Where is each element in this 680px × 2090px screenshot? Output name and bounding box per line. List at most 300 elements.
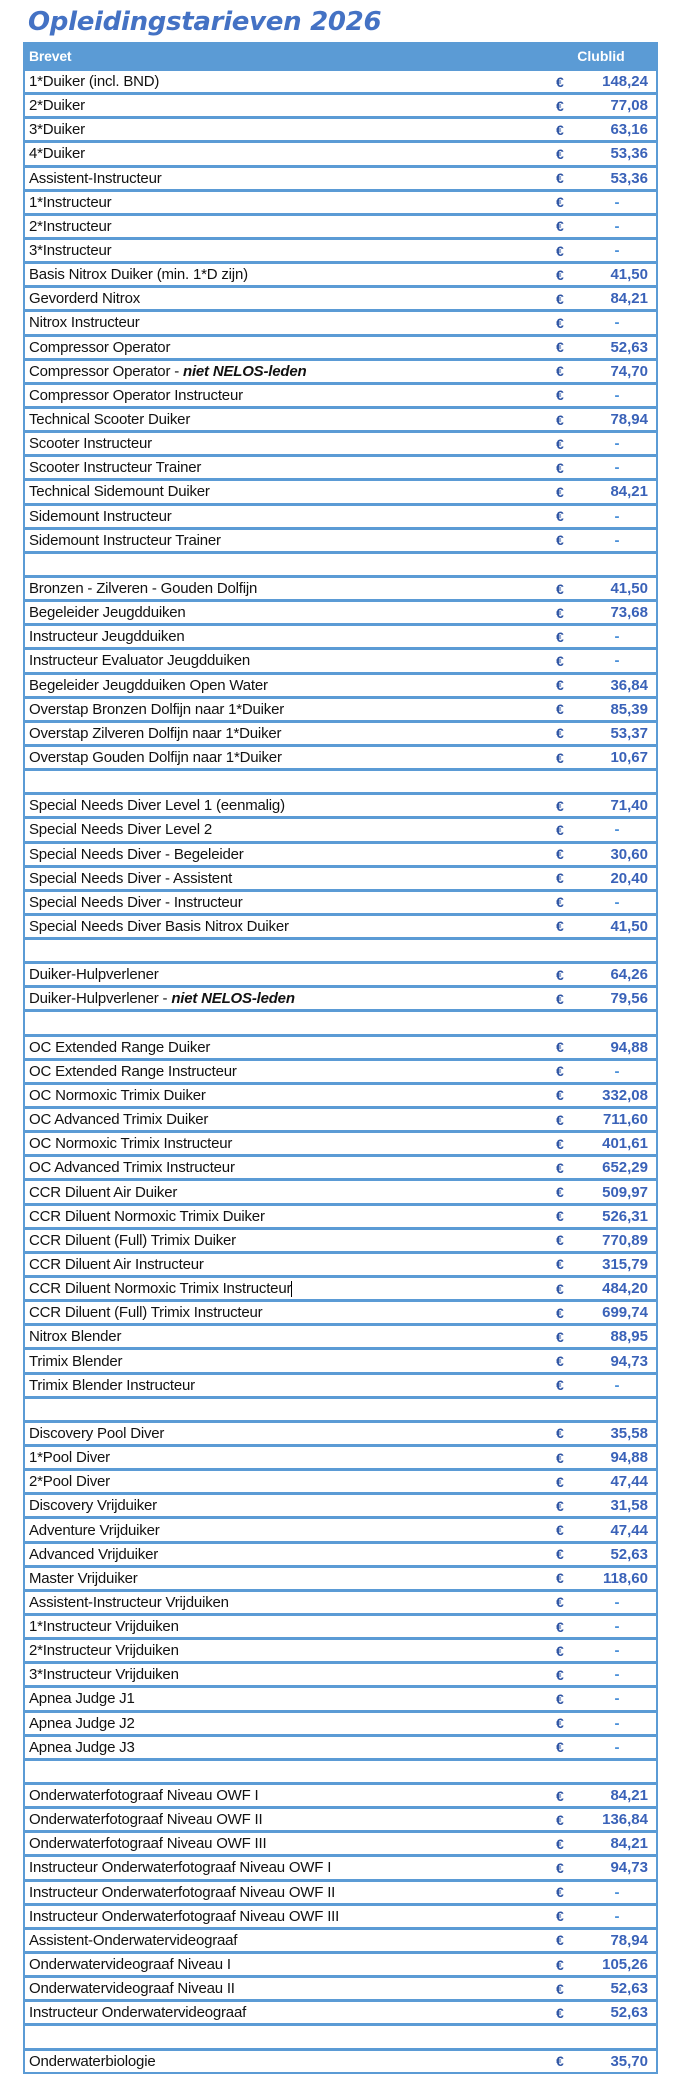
brevet-name-text: Sidemount Instructeur Trainer: [29, 531, 221, 549]
euro-sign: €: [556, 194, 564, 211]
brevet-name-text: Instructeur Onderwaterfotograaf Niveau OWF I: [29, 1859, 332, 1877]
euro-sign: €: [556, 387, 564, 404]
euro-sign: €: [556, 1377, 564, 1394]
brevet-name-text: 1*Instructeur: [29, 193, 112, 211]
brevet-name-text: 2*Duiker: [29, 97, 85, 115]
brevet-name-text: Discovery Vrijduiker: [29, 1497, 157, 1515]
brevet-name: [25, 821, 556, 838]
brevet-name-text: CCR Diluent Air Duiker: [29, 1183, 178, 1201]
brevet-name: [25, 290, 556, 307]
brevet-name: [25, 1666, 556, 1683]
brevet-name: [25, 435, 556, 452]
brevet-name-text: Overstap Gouden Dolfijn naar 1*Duiker: [29, 749, 282, 766]
euro-sign: €: [556, 797, 564, 814]
table-row[interactable]: [25, 1568, 656, 1589]
brevet-name: [25, 1063, 556, 1080]
brevet-name: [25, 73, 556, 90]
table-row[interactable]: [25, 795, 656, 816]
brevet-name: [25, 483, 556, 500]
table-row[interactable]: [25, 506, 656, 527]
table-row[interactable]: [25, 1326, 656, 1347]
clublid-price: -: [614, 435, 620, 453]
brevet-name: [25, 1956, 556, 1973]
euro-sign: €: [556, 580, 564, 597]
clublid-price: 94,88: [610, 1449, 648, 1467]
euro-sign: €: [556, 1111, 564, 1128]
table-row[interactable]: [25, 1181, 656, 1202]
table-row[interactable]: [25, 819, 656, 840]
brevet-name: [25, 701, 556, 718]
table-row[interactable]: [25, 1713, 656, 1734]
brevet-name: [25, 339, 556, 356]
euro-sign: €: [556, 1739, 564, 1756]
brevet-name: [25, 145, 556, 162]
table-row[interactable]: [25, 868, 656, 889]
clublid-price: 63,16: [610, 121, 648, 139]
brevet-name: [25, 2053, 556, 2070]
brevet-name-text: Duiker-Hulpverlener: [29, 966, 159, 984]
euro-sign: €: [556, 628, 564, 645]
clublid-price: 84,21: [610, 290, 648, 308]
clublid-price: 94,73: [610, 1352, 648, 1370]
euro-sign: €: [556, 1159, 564, 1176]
clublid-price: 20,40: [610, 869, 648, 887]
brevet-name: [25, 1739, 556, 1756]
brevet-name: [25, 677, 556, 694]
clublid-price: 118,60: [602, 1569, 648, 1587]
table-row[interactable]: [25, 1519, 656, 1540]
table-row[interactable]: [25, 361, 656, 382]
table-row[interactable]: [25, 1954, 656, 1975]
table-row[interactable]: [25, 1857, 656, 1878]
brevet-name-text: Special Needs Diver - Assistent: [29, 869, 233, 887]
clublid-price: -: [614, 242, 620, 260]
brevet-name-text: OC Advanced Trimix Duiker: [29, 1111, 209, 1129]
column-header-brevet: Brevet: [29, 48, 72, 64]
brevet-name: [25, 1522, 556, 1539]
euro-sign: €: [556, 1546, 564, 1563]
brevet-name-text: CCR Diluent (Full) Trimix Duiker: [29, 1231, 236, 1249]
table-header: [25, 44, 656, 68]
brevet-name: [25, 1811, 556, 1828]
table-row[interactable]: [25, 1978, 656, 1999]
table-row[interactable]: [25, 844, 656, 865]
brevet-name-text: CCR Diluent Normoxic Trimix Duiker: [29, 1207, 265, 1225]
table-row[interactable]: [25, 168, 656, 189]
table-row[interactable]: [25, 1133, 656, 1154]
euro-sign: €: [556, 339, 564, 356]
table-row[interactable]: [25, 312, 656, 333]
euro-sign: €: [556, 290, 564, 307]
page-title: Opleidingstarieven 2026: [28, 7, 382, 37]
brevet-name: [25, 918, 556, 935]
table-row[interactable]: [25, 2051, 656, 2072]
brevet-name-text: Special Needs Diver - Begeleider: [29, 845, 244, 863]
euro-sign: €: [556, 1715, 564, 1732]
brevet-name: [25, 242, 556, 259]
clublid-price: -: [614, 531, 620, 549]
brevet-name: [25, 218, 556, 235]
clublid-price: 36,84: [610, 676, 648, 694]
brevet-name: [25, 1642, 556, 1659]
table-row[interactable]: [25, 650, 656, 671]
brevet-name: [25, 1835, 556, 1852]
brevet-name-text: Assistent-Instructeur Vrijduiken: [29, 1593, 229, 1611]
euro-sign: €: [556, 604, 564, 621]
table-row[interactable]: [25, 192, 656, 213]
table-row-spacer: [25, 1012, 656, 1033]
clublid-price: 652,29: [602, 1159, 648, 1177]
brevet-name-text: Adventure Vrijduiker: [29, 1521, 160, 1539]
table-row-spacer: [25, 940, 656, 961]
brevet-name: [25, 1208, 556, 1225]
table-row[interactable]: [25, 626, 656, 647]
table-row[interactable]: [25, 1930, 656, 1951]
euro-sign: €: [556, 1304, 564, 1321]
table-row[interactable]: [25, 240, 656, 261]
brevet-name: [25, 1304, 556, 1321]
euro-sign: €: [556, 749, 564, 766]
euro-sign: €: [556, 1353, 564, 1370]
table-row[interactable]: [25, 1302, 656, 1323]
brevet-name-text: Advanced Vrijduiker: [29, 1545, 159, 1563]
table-row[interactable]: [25, 1592, 656, 1613]
brevet-name-text: Assistent-Instructeur: [29, 169, 162, 187]
brevet-name-text: 3*Instructeur Vrijduiken: [29, 1666, 179, 1684]
table-row[interactable]: [25, 433, 656, 454]
table-row[interactable]: [25, 723, 656, 744]
clublid-price: 711,60: [602, 1111, 648, 1129]
clublid-price: 52,63: [610, 338, 648, 356]
table-row[interactable]: [25, 1447, 656, 1468]
clublid-price: 52,63: [610, 1980, 648, 1998]
brevet-name-text: Discovery Pool Diver: [29, 1424, 165, 1442]
euro-sign: €: [556, 1666, 564, 1683]
euro-sign: €: [556, 1690, 564, 1707]
brevet-name-text: CCR Diluent Air Instructeur: [29, 1255, 204, 1273]
table-row[interactable]: [25, 1882, 656, 1903]
brevet-name-text: Instructeur Onderwaterfotograaf Niveau OWF III: [29, 1907, 340, 1925]
clublid-price: 47,44: [610, 1473, 648, 1491]
brevet-name-text: Overstap Bronzen Dolfijn naar 1*Duiker: [29, 700, 285, 718]
clublid-price: -: [614, 821, 620, 839]
brevet-name: [25, 628, 556, 645]
euro-sign: €: [556, 121, 564, 138]
euro-sign: €: [556, 1063, 564, 1080]
brevet-name-text: Begeleider Jeugdduiken: [29, 604, 186, 622]
clublid-price: 77,08: [610, 97, 648, 115]
brevet-name-text: Compressor Operator -: [29, 362, 183, 380]
brevet-name-text: Trimix Blender Instructeur: [29, 1376, 195, 1394]
clublid-price: -: [614, 217, 620, 235]
clublid-price: -: [614, 1714, 620, 1732]
brevet-name-text: Assistent-Onderwatervideograaf: [29, 1931, 238, 1949]
brevet-name: [25, 1473, 556, 1490]
clublid-price: -: [614, 1738, 620, 1756]
euro-sign: €: [556, 1594, 564, 1611]
euro-sign: €: [556, 1497, 564, 1514]
clublid-price: 64,26: [610, 966, 648, 984]
table-row[interactable]: [25, 1495, 656, 1516]
table-row[interactable]: [25, 699, 656, 720]
clublid-price: 105,26: [602, 1956, 648, 1974]
euro-sign: €: [556, 1884, 564, 1901]
clublid-price: 73,68: [610, 604, 648, 622]
brevet-name-text: 3*Duiker: [29, 121, 85, 139]
table-row[interactable]: [25, 1544, 656, 1565]
clublid-price: 484,20: [602, 1280, 648, 1298]
clublid-price: 78,94: [610, 1931, 648, 1949]
table-row[interactable]: [25, 1157, 656, 1178]
brevet-name-text: OC Normoxic Trimix Duiker: [29, 1086, 206, 1104]
brevet-name-text: Onderwaterfotograaf Niveau OWF III: [29, 1835, 267, 1853]
euro-sign: €: [556, 1618, 564, 1635]
table-row[interactable]: [25, 1471, 656, 1492]
clublid-price: -: [614, 1062, 620, 1080]
brevet-name-text: Nitrox Blender: [29, 1328, 122, 1346]
euro-sign: €: [556, 1135, 564, 1152]
brevet-name: [25, 846, 556, 863]
column-header-clublid: Clublid: [577, 48, 625, 64]
brevet-name-text: Apnea Judge J2: [29, 1714, 135, 1732]
brevet-name: [25, 194, 556, 211]
brevet-name: [25, 508, 556, 525]
table-row[interactable]: [25, 1809, 656, 1830]
table-row[interactable]: [25, 481, 656, 502]
euro-sign: €: [556, 1425, 564, 1442]
clublid-price: -: [614, 507, 620, 525]
clublid-price: -: [614, 1666, 620, 1684]
euro-sign: €: [556, 1811, 564, 1828]
table-row[interactable]: [25, 1254, 656, 1275]
clublid-price: 85,39: [610, 700, 648, 718]
brevet-name-text: Special Needs Diver Level 1 (eenmalig): [29, 797, 285, 815]
brevet-name-text: Bronzen - Zilveren - Gouden Dolfijn: [29, 580, 258, 598]
clublid-price: 79,56: [610, 990, 648, 1008]
brevet-name-emphasis: niet NELOS-leden: [182, 362, 307, 380]
clublid-price: 41,50: [610, 266, 648, 284]
euro-sign: €: [556, 1835, 564, 1852]
table-row[interactable]: [25, 1085, 656, 1106]
euro-sign: €: [556, 821, 564, 838]
table-row[interactable]: [25, 119, 656, 140]
brevet-name: [25, 170, 556, 187]
text-cursor: [291, 1281, 292, 1297]
clublid-price: 52,63: [610, 1545, 648, 1563]
brevet-name-text: OC Extended Range Instructeur: [29, 1062, 237, 1080]
brevet-name: [25, 1087, 556, 1104]
brevet-name: [25, 387, 556, 404]
euro-sign: €: [556, 1184, 564, 1201]
brevet-name-text: Master Vrijduiker: [29, 1569, 138, 1587]
euro-sign: €: [556, 1642, 564, 1659]
euro-sign: €: [556, 1280, 564, 1297]
euro-sign: €: [556, 652, 564, 669]
euro-sign: €: [556, 242, 564, 259]
brevet-name: [25, 1328, 556, 1345]
brevet-name: [25, 966, 556, 983]
table-row-spacer: [25, 1761, 656, 1782]
brevet-name: [25, 1594, 556, 1611]
table-row[interactable]: [25, 675, 656, 696]
brevet-name-text: CCR Diluent (Full) Trimix Instructeur: [29, 1304, 263, 1322]
table-row[interactable]: [25, 71, 656, 92]
table-row[interactable]: [25, 95, 656, 116]
brevet-name-text: 1*Duiker (incl. BND): [29, 73, 160, 91]
clublid-price: -: [614, 314, 620, 332]
brevet-name: [25, 1135, 556, 1152]
brevet-name-text: Apnea Judge J1: [29, 1690, 135, 1708]
brevet-name-text: Sidemount Instructeur: [29, 507, 172, 525]
table-row[interactable]: [25, 1833, 656, 1854]
clublid-price: -: [614, 1690, 620, 1708]
clublid-price: 84,21: [610, 483, 648, 501]
brevet-name: [25, 1690, 556, 1707]
clublid-price: 10,67: [610, 749, 648, 766]
brevet-name: [25, 1353, 556, 1370]
table-row[interactable]: [25, 747, 656, 768]
euro-sign: €: [556, 725, 564, 742]
table-row[interactable]: [25, 1785, 656, 1806]
clublid-price: -: [614, 893, 620, 911]
clublid-price: 315,79: [602, 1255, 648, 1273]
brevet-name-text: Special Needs Diver - Instructeur: [29, 893, 243, 911]
clublid-price: -: [614, 628, 620, 646]
brevet-name-text: Instructeur Evaluator Jeugdduiken: [29, 652, 251, 670]
brevet-name: [25, 532, 556, 549]
brevet-name-text: Instructeur Onderwatervideograaf: [29, 2004, 247, 2022]
brevet-name-text: Trimix Blender: [29, 1352, 123, 1370]
clublid-price: 41,50: [610, 580, 648, 598]
brevet-name: [25, 870, 556, 887]
brevet-name: [25, 459, 556, 476]
table-row[interactable]: [25, 892, 656, 913]
clublid-price: -: [614, 652, 620, 670]
table-row[interactable]: [25, 530, 656, 551]
table-row[interactable]: [25, 1375, 656, 1396]
brevet-name: [25, 1425, 556, 1442]
table-row[interactable]: [25, 457, 656, 478]
clublid-price: 35,70: [610, 2052, 648, 2070]
euro-sign: €: [556, 1473, 564, 1490]
brevet-name-text: 2*Instructeur: [29, 217, 112, 235]
brevet-name: [25, 1859, 556, 1876]
clublid-price: 47,44: [610, 1521, 648, 1539]
brevet-name-text: Apnea Judge J3: [29, 1738, 135, 1756]
brevet-name: [25, 1111, 556, 1128]
table-row[interactable]: [25, 1230, 656, 1251]
table-row[interactable]: [25, 1206, 656, 1227]
table-row[interactable]: [25, 602, 656, 623]
table-row[interactable]: [25, 1664, 656, 1685]
brevet-name: [25, 749, 556, 766]
euro-sign: €: [556, 1570, 564, 1587]
brevet-name-text: Special Needs Diver Level 2: [29, 821, 213, 839]
brevet-name: [25, 1159, 556, 1176]
brevet-name: [25, 1546, 556, 1563]
euro-sign: €: [556, 145, 564, 162]
euro-sign: €: [556, 1208, 564, 1225]
brevet-name-text: 2*Instructeur Vrijduiken: [29, 1642, 179, 1660]
clublid-price: 41,50: [610, 917, 648, 935]
table-row[interactable]: [25, 1278, 656, 1299]
table-row[interactable]: [25, 988, 656, 1009]
brevet-name-text: 1*Instructeur Vrijduiken: [29, 1618, 179, 1636]
table-row[interactable]: [25, 1350, 656, 1371]
euro-sign: €: [556, 1522, 564, 1538]
table-row[interactable]: [25, 1109, 656, 1130]
table-row[interactable]: [25, 288, 656, 309]
table-row[interactable]: [25, 264, 656, 285]
brevet-name: [25, 1449, 556, 1466]
table-row[interactable]: [25, 1737, 656, 1758]
table-row[interactable]: [25, 337, 656, 358]
euro-sign: €: [556, 1932, 564, 1949]
brevet-name-text: Onderwatervideograaf Niveau I: [29, 1956, 231, 1974]
table-row[interactable]: [25, 1640, 656, 1661]
brevet-name: [25, 580, 556, 597]
brevet-name-text: Gevorderd Nitrox: [29, 290, 141, 308]
table-row-spacer: [25, 1399, 656, 1420]
euro-sign: €: [556, 170, 564, 187]
table-row[interactable]: [25, 1906, 656, 1927]
table-row[interactable]: [25, 1037, 656, 1058]
euro-sign: €: [556, 218, 564, 235]
brevet-name-text: Scooter Instructeur Trainer: [29, 459, 202, 477]
brevet-name-text: 4*Duiker: [29, 145, 85, 163]
euro-sign: €: [556, 846, 564, 863]
table-row[interactable]: [25, 385, 656, 406]
clublid-price: -: [614, 1642, 620, 1660]
brevet-name-text: Special Needs Diver Basis Nitrox Duiker: [29, 917, 289, 935]
table-row[interactable]: [25, 1688, 656, 1709]
table-row[interactable]: [25, 216, 656, 237]
euro-sign: €: [556, 1449, 564, 1466]
brevet-name-text: Instructeur Jeugdduiken: [29, 628, 185, 646]
table-row-spacer: [25, 554, 656, 575]
brevet-name-text: Basis Nitrox Duiker (min. 1*D zijn): [29, 266, 248, 284]
brevet-name: [25, 1618, 556, 1635]
brevet-name-text: Compressor Operator: [29, 338, 171, 356]
brevet-name-text: 2*Pool Diver: [29, 1473, 110, 1491]
table-row[interactable]: [25, 1423, 656, 1444]
table-row[interactable]: [25, 1061, 656, 1082]
table-row[interactable]: [25, 2002, 656, 2023]
clublid-price: 35,58: [610, 1424, 648, 1442]
brevet-name-text: Compressor Operator Instructeur: [29, 386, 243, 404]
clublid-price: 78,94: [610, 411, 648, 429]
euro-sign: €: [556, 2053, 564, 2070]
euro-sign: €: [556, 1956, 564, 1973]
table-row[interactable]: [25, 143, 656, 164]
table-row[interactable]: [25, 578, 656, 599]
clublid-price: 770,89: [602, 1231, 648, 1249]
brevet-name: [25, 1039, 556, 1056]
clublid-price: 52,63: [610, 2004, 648, 2022]
brevet-name-text: Scooter Instructeur: [29, 435, 152, 453]
brevet-name-text: Begeleider Jeugdduiken Open Water: [29, 676, 268, 694]
table-row[interactable]: [25, 409, 656, 430]
brevet-name-text: Onderwaterfotograaf Niveau OWF I: [29, 1787, 259, 1805]
table-row[interactable]: [25, 916, 656, 937]
table-row[interactable]: [25, 1616, 656, 1637]
brevet-name: [25, 2004, 556, 2021]
brevet-name-text: Duiker-Hulpverlener -: [29, 990, 172, 1008]
table-row[interactable]: [25, 964, 656, 985]
euro-sign: €: [556, 97, 564, 114]
brevet-name: [25, 1787, 556, 1804]
brevet-name-text: OC Advanced Trimix Instructeur: [29, 1159, 235, 1177]
